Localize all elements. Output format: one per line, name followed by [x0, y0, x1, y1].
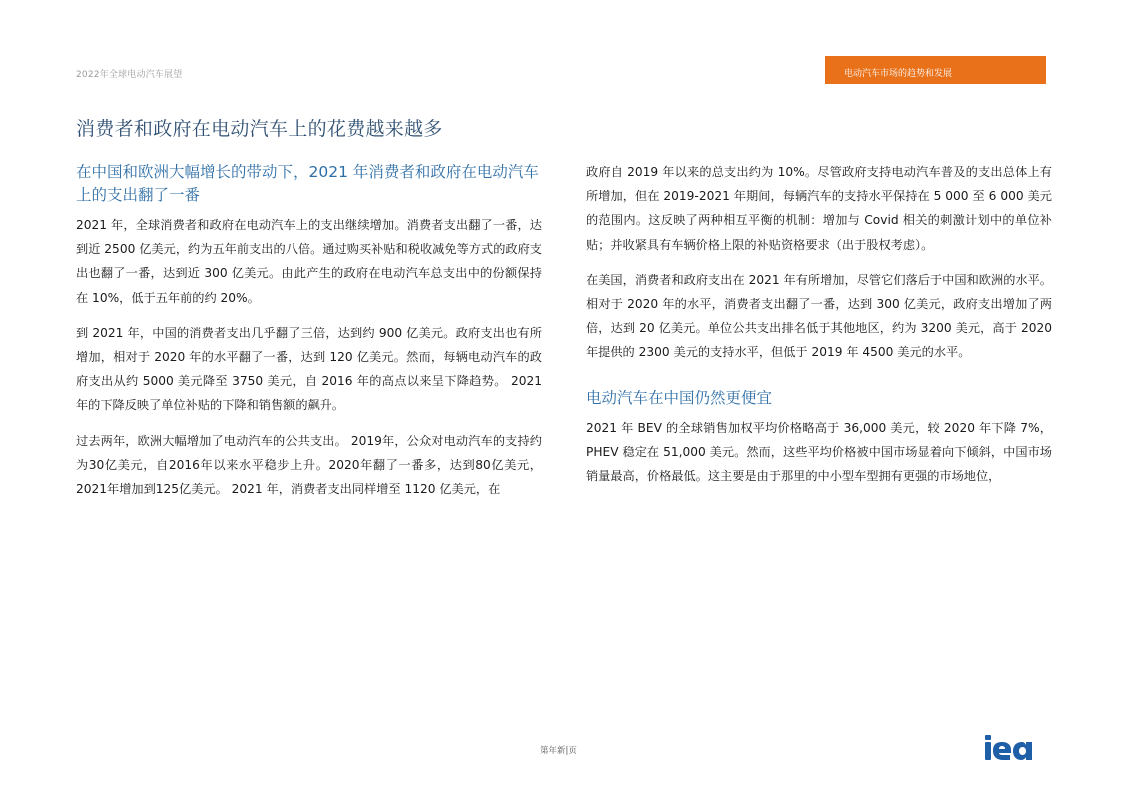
left-paragraph: 过去两年，欧洲大幅增加了电动汽车的公共支出。 2019年，公众对电动汽车的支持约为30亿美元，自2016年以来水平稳步上升。2020年翻了一番多，达到80亿美元，2021年增加到125亿美元。 2021 年，消费者支出同样增至 1120 亿美元，在: [76, 433, 542, 497]
section-tab: [825, 56, 1046, 84]
iea-logo: [984, 733, 1048, 761]
section-tab-label: 电动汽车市场的趋势和发展: [844, 69, 953, 79]
left-column: [76, 160, 542, 512]
left-paragraph: 2021 年，全球消费者和政府在电动汽车上的支出继续增加。消费者支出翻了一番，达到近 2500 亿美元，约为五年前支出的八倍。通过购买补贴和税收减免等方式的政府支出也翻了一番，达到近 300 亿美元。由此产生的政府在电动汽车总支出中的份额保持在 10%，低于五年前的约 20%。: [76, 218, 542, 305]
report-title: 2022年全球电动汽车展望: [76, 70, 183, 80]
page-title: 消费者和政府在电动汽车上的花费越来越多: [76, 118, 443, 140]
left-paragraph: 到 2021 年，中国的消费者支出几乎翻了三倍，达到约 900 亿美元。政府支出也有所增加，相对于 2020 年的水平翻了一番，达到 120 亿美元。然而，每辆电动汽车的政府支出从约 5000 美元降至 3750 美元，自 2016 年的高点以来呈下降趋势。 2021 年的下降反映了单位补贴的下降和销售额的飙升。: [76, 325, 542, 413]
left-subheading: 在中国和欧洲大幅增长的带动下，2021 年消费者和政府在电动汽车上的支出翻了一番: [76, 163, 539, 204]
right-paragraph: 在美国，消费者和政府支出在 2021 年有所增加，尽管它们落后于中国和欧洲的水平。相对于 2020 年的水平，消费者支出翻了一番，达到 300 亿美元，政府支出增加了两倍，达到 20 亿美元。单位公共支出排名低于其他地区，约为 3200 美元，高于 2020 年提供的 2300 美元的支持水平，但低于 2019 年 4500 美元的水平。: [586, 272, 1052, 360]
right-subheading: 电动汽车在中国仍然更便宜: [586, 388, 773, 407]
right-paragraph: 政府自 2019 年以来的总支出约为 10%。尽管政府支持电动汽车普及的支出总体上有所增加，但在 2019-2021 年期间，每辆汽车的支持水平保持在 5 000 至 6 000 美元的范围内。这反映了两种相互平衡的机制：增加与 Covid 相关的刺激计划中的单位补贴；并收紧具有车辆价格上限的补贴资格要求（出于股权考虑）。: [586, 165, 1052, 252]
logo-text: iea: [984, 733, 986, 734]
right-column: [586, 160, 1052, 499]
right-paragraph: 2021 年 BEV 的全球销售加权平均价格略高于 36,000 美元，较 2020 年下降 7%，PHEV 稳定在 51,000 美元。然而，这些平均价格被中国市场显着向下倾斜，中国市场销量最高，价格最低。这主要是由于那里的中小型车型拥有更强的市场地位，: [586, 420, 1052, 484]
page-number: 第年新|页: [540, 746, 577, 756]
